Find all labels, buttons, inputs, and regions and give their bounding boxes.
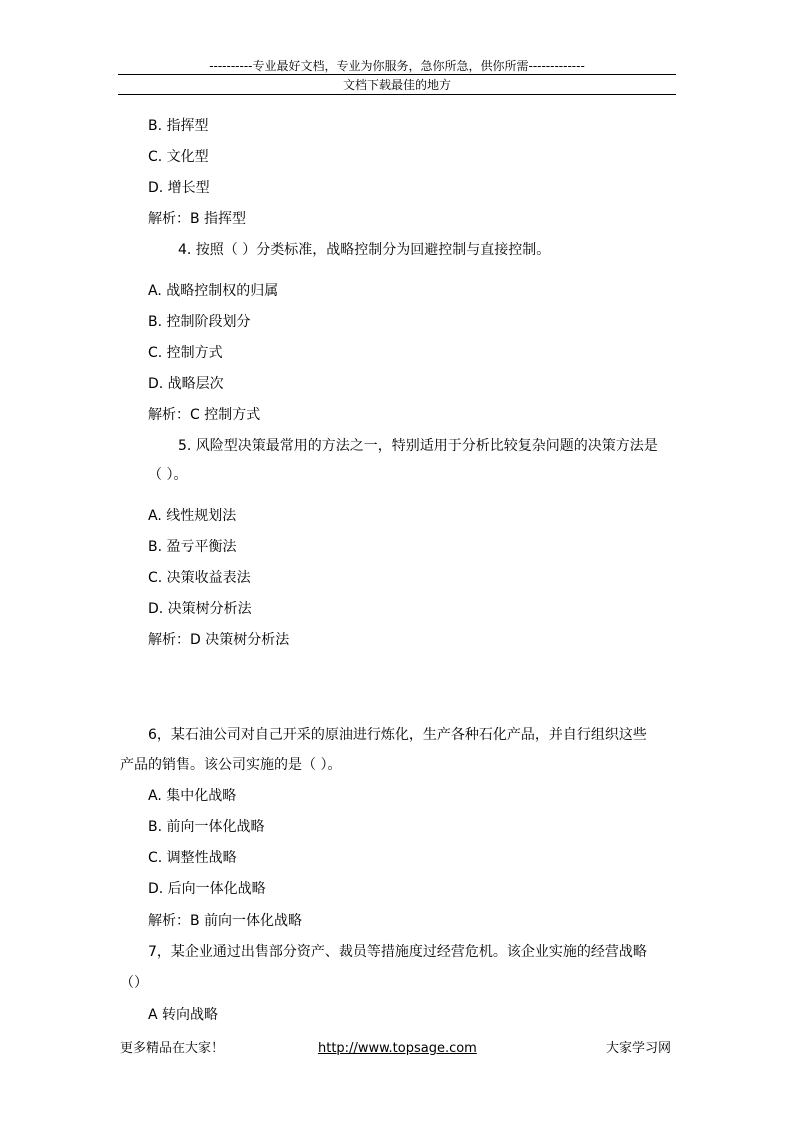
- q6-option-c: C. 调整性战略: [148, 850, 237, 866]
- option-b: B. 指挥型: [148, 118, 209, 134]
- q6-answer: 解析：B 前向一体化战略: [148, 913, 303, 929]
- question-6-line1: 6，某石油公司对自己开采的原油进行炼化，生产各种石化产品，并自行组织这些: [148, 727, 647, 743]
- option-d: D. 增长型: [148, 180, 210, 196]
- q6-option-a: A. 集中化战略: [148, 788, 237, 804]
- q5-option-a: A. 线性规划法: [148, 508, 237, 524]
- q5-option-c: C. 决策收益表法: [148, 570, 251, 586]
- header-slogan: ----------专业最好文档，专业为你服务，急你所急，供你所需-------------: [209, 59, 585, 73]
- q5-option-b: B. 盈亏平衡法: [148, 539, 237, 555]
- question-6-line2: 产品的销售。该公司实施的是（ ）。: [120, 757, 342, 773]
- q4-option-b: B. 控制阶段划分: [148, 314, 251, 330]
- question-5-line1: 5. 风险型决策最常用的方法之一，特别适用于分析比较复杂问题的决策方法是: [178, 438, 658, 454]
- q6-option-d: D. 后向一体化战略: [148, 881, 266, 897]
- footer-right-text: 大家学习网: [606, 1041, 672, 1056]
- q7-option-a: A 转向战略: [148, 1007, 219, 1023]
- q4-answer: 解析：C 控制方式: [148, 407, 261, 423]
- q6-option-b: B. 前向一体化战略: [148, 819, 265, 835]
- question-5-line2: （ ）。: [148, 467, 188, 483]
- option-c: C. 文化型: [148, 149, 209, 165]
- q4-option-c: C. 控制方式: [148, 345, 223, 361]
- q4-option-a: A. 战略控制权的归属: [148, 283, 279, 299]
- footer-link[interactable]: http://www.topsage.com: [318, 1041, 477, 1056]
- header-rule-top: [118, 74, 676, 75]
- question-4: 4. 按照（ ）分类标准，战略控制分为回避控制与直接控制。: [178, 242, 551, 258]
- answer-explanation: 解析：B 指挥型: [148, 211, 247, 227]
- header-subtitle: 文档下载最佳的地方: [342, 78, 451, 92]
- q5-option-d: D. 决策树分析法: [148, 601, 252, 617]
- footer-left-text: 更多精品在大家！: [120, 1041, 225, 1056]
- q4-option-d: D. 战略层次: [148, 376, 224, 392]
- header-rule-bottom: [118, 94, 676, 95]
- q5-answer: 解析：D 决策树分析法: [148, 632, 290, 648]
- question-7-line1: 7，某企业通过出售部分资产、裁员等措施度过经营危机。该企业实施的经营战略: [148, 944, 647, 960]
- question-7-line2: （）: [120, 975, 148, 991]
